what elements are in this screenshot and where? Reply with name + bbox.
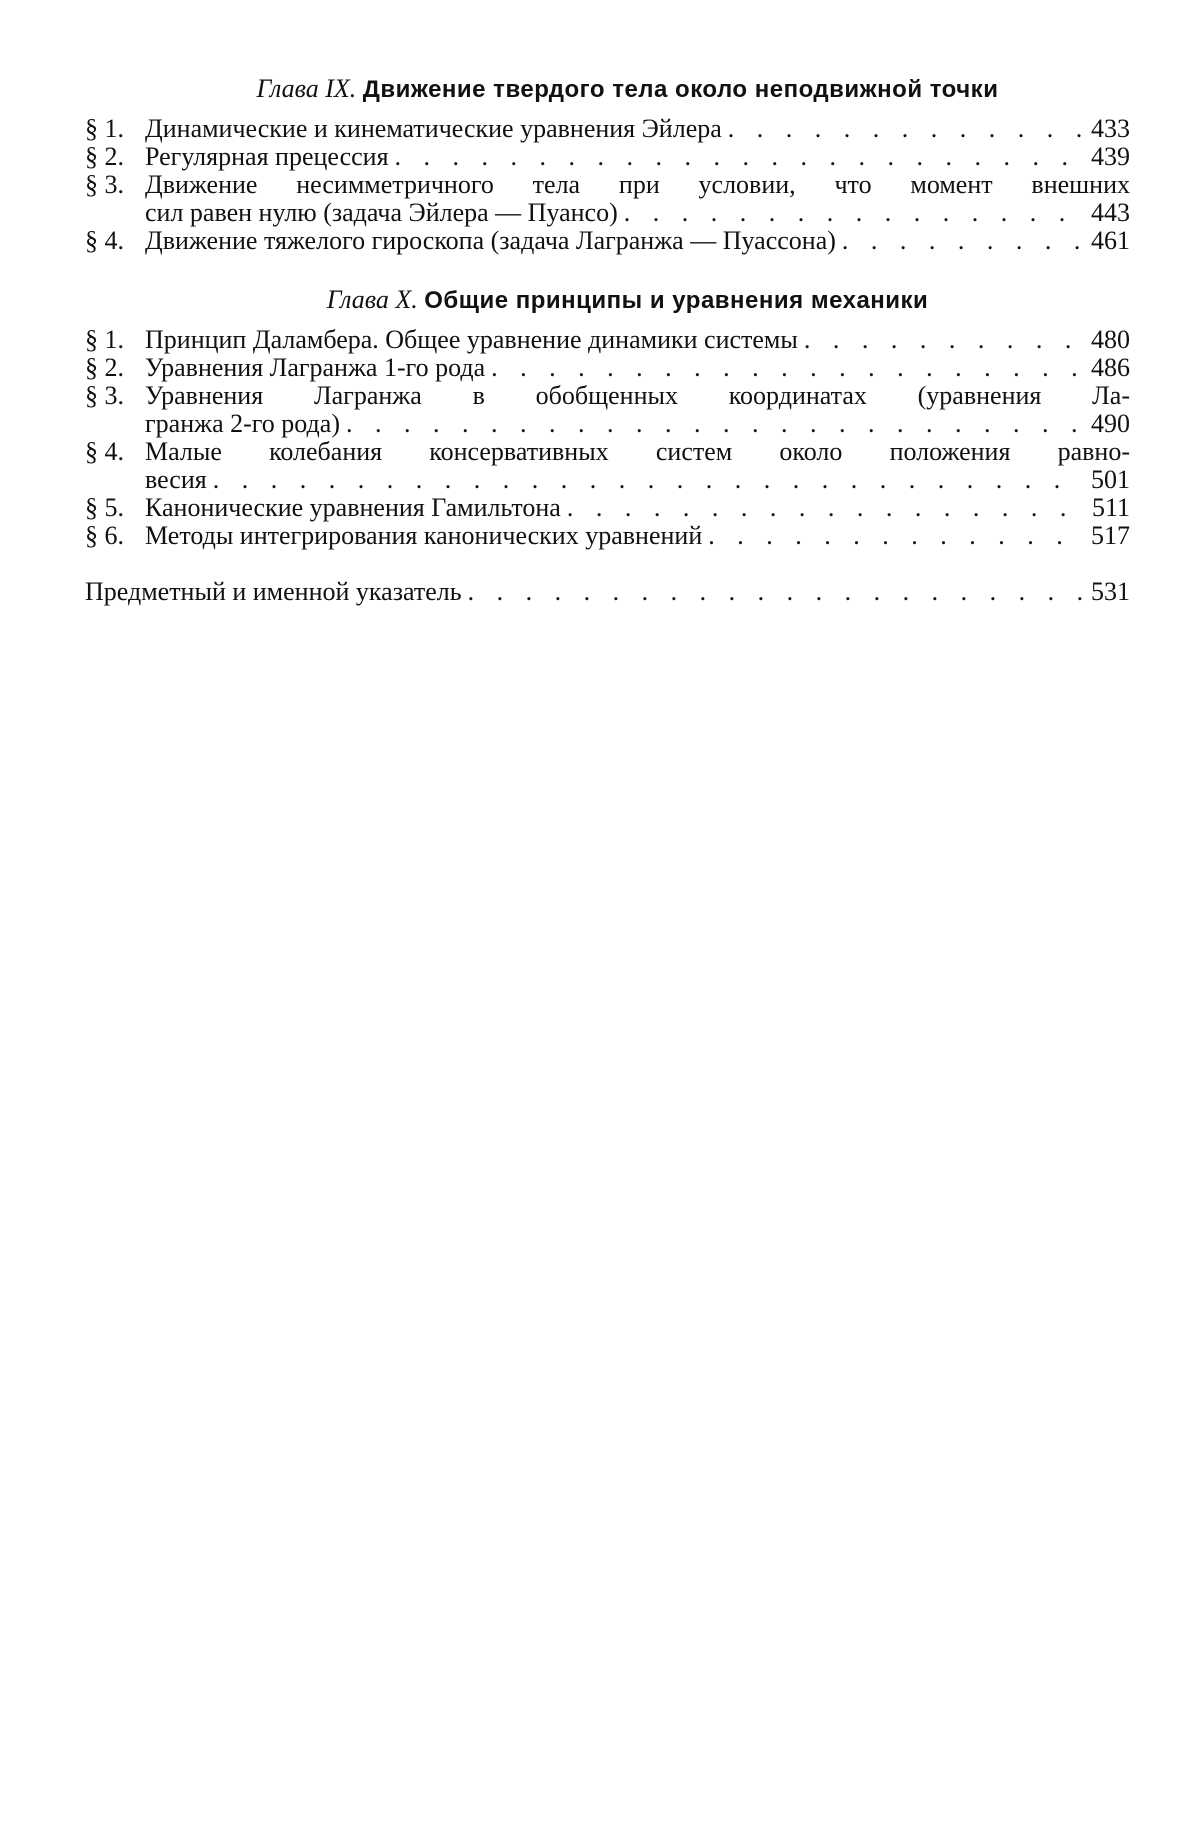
table-of-contents: [85, 72, 1130, 606]
index-title: Предметный и именной указатель: [85, 577, 462, 606]
chapter-heading: Общие принципы и уравнения механики: [424, 287, 929, 314]
dot-leader: [567, 494, 1084, 522]
chapter-title: [85, 283, 1130, 318]
section-number: § 3.: [85, 381, 124, 410]
dot-leader: [213, 466, 1084, 494]
dot-leader: [728, 115, 1084, 143]
toc-entry[interactable]: [85, 354, 1130, 382]
toc-entry[interactable]: [85, 438, 1130, 494]
section-title: Динамические и кинематические уравнения Эйлера: [145, 114, 722, 143]
section-number: § 2.: [85, 142, 124, 171]
toc-entry[interactable]: [85, 171, 1130, 227]
section-title: Движение несимметричного тела при условии, что момент внешних: [145, 170, 1130, 199]
page-number: 531: [1091, 577, 1130, 606]
dot-leader: [468, 578, 1084, 606]
section-title: Уравнения Лагранжа 1-го рода: [145, 353, 486, 382]
section-number: § 4.: [85, 226, 124, 255]
section-title: Методы интегрирования канонических уравнений: [145, 521, 703, 550]
page-number: 480: [1091, 325, 1130, 354]
section-title-continued: сил равен нулю (задача Эйлера — Пуансо): [145, 198, 618, 227]
section-number: § 4.: [85, 437, 124, 466]
section-title: Уравнения Лагранжа в обобщенных координатах (уравнения Ла-: [145, 381, 1130, 410]
toc-entry[interactable]: [85, 227, 1130, 255]
dot-leader: [395, 143, 1084, 171]
section-title: Регулярная прецессия: [145, 142, 389, 171]
page-number: 439: [1091, 142, 1130, 171]
chapter-9: [85, 72, 1130, 255]
dot-leader: [708, 522, 1084, 550]
page-number: 433: [1091, 114, 1130, 143]
dot-leader: [491, 354, 1084, 382]
toc-entry[interactable]: [85, 115, 1130, 143]
page-number: 490: [1091, 409, 1130, 438]
section-title: Малые колебания консервативных систем около положения равно-: [145, 437, 1130, 466]
section-number: § 1.: [85, 325, 124, 354]
dot-leader: [624, 199, 1084, 227]
section-title: Принцип Даламбера. Общее уравнение динамики системы: [145, 325, 798, 354]
section-number: § 3.: [85, 170, 124, 199]
section-number: § 1.: [85, 114, 124, 143]
section-number: § 6.: [85, 521, 124, 550]
page-number: 517: [1091, 521, 1130, 550]
page-number: 461: [1091, 226, 1130, 255]
chapter-title: [85, 72, 1130, 107]
page-number: 501: [1091, 465, 1130, 494]
page-number: 486: [1091, 353, 1130, 382]
dot-leader: [346, 410, 1084, 438]
dot-leader: [842, 227, 1084, 255]
chapter-label: Глава IX.: [256, 74, 357, 103]
index-entry[interactable]: [85, 578, 1130, 606]
page-number: 511: [1091, 493, 1130, 522]
chapter-label: Глава X.: [326, 285, 418, 314]
toc-entry[interactable]: [85, 382, 1130, 438]
toc-entry[interactable]: [85, 522, 1130, 550]
section-title-continued: гранжа 2-го рода): [145, 409, 340, 438]
chapter-10: [85, 283, 1130, 550]
section-title: Канонические уравнения Гамильтона: [145, 493, 561, 522]
page-number: 443: [1091, 198, 1130, 227]
toc-entry[interactable]: [85, 494, 1130, 522]
chapter-heading: Движение твердого тела около неподвижной точки: [362, 76, 999, 103]
toc-entry[interactable]: [85, 143, 1130, 171]
section-title-continued: весия: [145, 465, 207, 494]
dot-leader: [804, 326, 1084, 354]
toc-entry[interactable]: [85, 326, 1130, 354]
section-number: § 5.: [85, 493, 124, 522]
section-number: § 2.: [85, 353, 124, 382]
section-title: Движение тяжелого гироскопа (задача Лагранжа — Пуассона): [145, 226, 836, 255]
